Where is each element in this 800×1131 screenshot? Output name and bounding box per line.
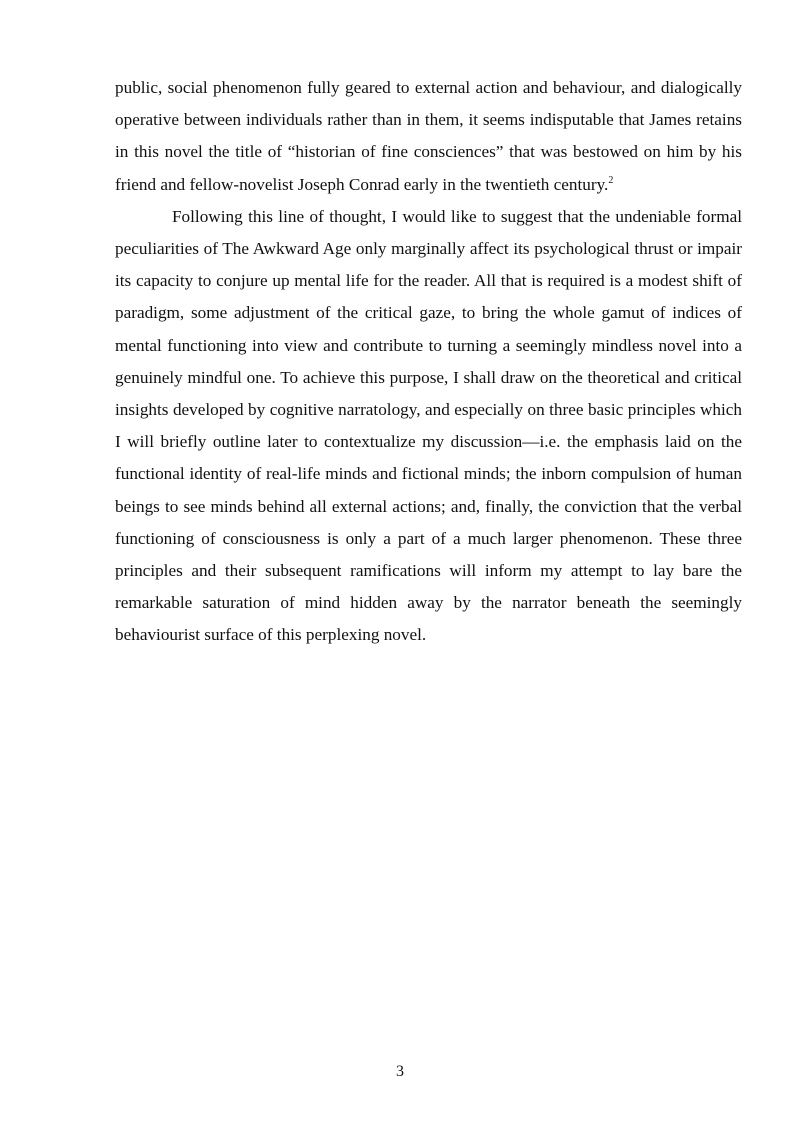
paragraph-text: public, social phenomenon fully geared to external action and behaviour, and dialogically operative between individuals rather than in them, it seems indisputable that James retains in this novel the title of “historian of fine consciences” that was bestowed on him by his friend and fellow-novelist Joseph Conrad early in the twentieth century. bbox=[115, 78, 742, 194]
page-number: 3 bbox=[396, 1063, 404, 1080]
paragraph-continued bbox=[115, 72, 742, 201]
footnote-reference[interactable]: 2 bbox=[608, 174, 614, 186]
body-text bbox=[115, 72, 742, 652]
paragraph-text: Following this line of thought, I would like to suggest that the undeniable formal peculiarities of The Awkward Age only marginally affect its psychological thrust or impair its capacity to conjure up mental life for the reader. All that is required is a modest shift of paradigm, some adjustment of the critical gaze, to bring the whole gamut of indices of mental functioning into view and contribute to turning a seemingly mindless novel into a genuinely mindful one. To achieve this purpose, I shall draw on the theoretical and critical insights developed by cognitive narratology, and especially on three basic principles which I will briefly outline later to contextualize my discussion—i.e. the emphasis laid on the functional identity of real-life minds and fictional minds; the inborn compulsion of human beings to see minds behind all external actions; and, finally, the conviction that the verbal functioning of consciousness is only a part of a much larger phenomenon. These three principles and their subsequent ramifications will inform my attempt to lay bare the remarkable saturation of mind hidden away by the narrator beneath the seemingly behaviourist surface of this perplexing novel. bbox=[115, 206, 742, 645]
paragraph bbox=[115, 201, 742, 652]
